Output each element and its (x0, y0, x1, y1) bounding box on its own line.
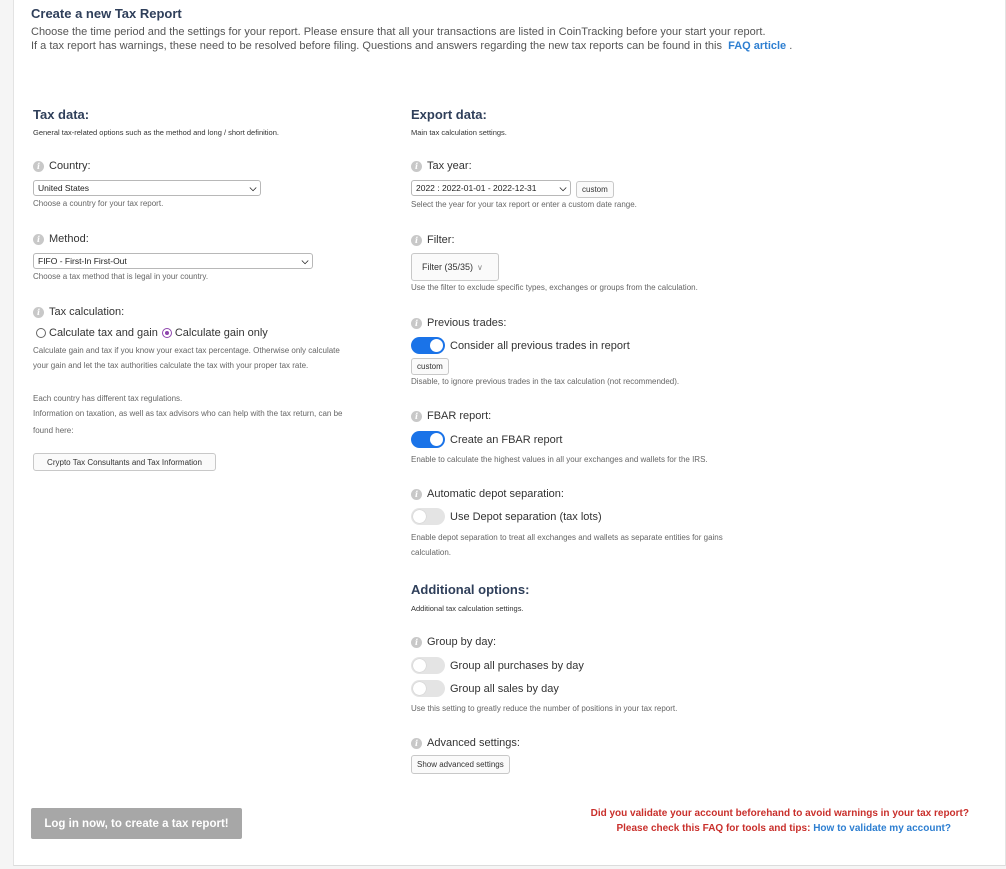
country-note-3: found here: (33, 426, 74, 435)
tax-year-label-text: Tax year: (427, 160, 472, 172)
tax-calculation-label-text: Tax calculation: (49, 306, 125, 318)
export-data-subheading: Main tax calculation settings. (411, 128, 507, 137)
tax-year-select-value: 2022 : 2022-01-01 - 2022-12-31 (416, 183, 537, 193)
filter-label-text: Filter: (427, 234, 455, 246)
faq-suffix: . (789, 40, 793, 52)
filter-button[interactable] (411, 253, 499, 281)
tax-year-custom-button[interactable]: custom (576, 181, 614, 198)
chevron-down-icon: ⌵ (559, 182, 567, 193)
info-icon[interactable]: i (411, 738, 422, 749)
chevron-down-icon: ⌵ (249, 182, 257, 193)
country-select-value: United States (38, 183, 90, 193)
tax-calculation-hint-1: Calculate gain and tax if you know your exact tax percentage. Otherwise only calculate (33, 346, 340, 355)
info-icon[interactable]: i (411, 489, 422, 500)
group-sales-toggle[interactable] (411, 680, 445, 697)
intro-line-2 (31, 40, 792, 52)
tax-calculation-hint-2: your gain and let the tax authorities calculate the tax with your proper tax rate. (33, 361, 309, 370)
country-note-1: Each country has different tax regulations. (33, 394, 183, 403)
previous-trades-toggle[interactable] (411, 337, 445, 354)
country-select[interactable] (33, 180, 261, 196)
chevron-down-icon: ∨ (477, 262, 483, 272)
filter-button-label: Filter (35/35) (422, 262, 474, 272)
depot-hint-1: Enable depot separation to treat all exchanges and wallets as separate entities for gains (411, 533, 723, 542)
group-purchases-toggle[interactable] (411, 657, 445, 674)
fbar-row (411, 431, 563, 448)
fbar-hint: Enable to calculate the highest values in all your exchanges and wallets for the IRS. (411, 455, 708, 464)
page-title: Create a new Tax Report (31, 6, 182, 21)
country-hint: Choose a country for your tax report. (33, 199, 164, 208)
depot-label (411, 488, 564, 500)
info-icon[interactable]: i (33, 161, 44, 172)
tax-report-panel (13, 0, 1006, 866)
fbar-toggle-label: Create an FBAR report (450, 433, 563, 446)
info-icon[interactable]: i (411, 637, 422, 648)
previous-trades-label (411, 317, 506, 329)
depot-label-text: Automatic depot separation: (427, 488, 564, 500)
tax-data-subheading: General tax-related options such as the method and long / short definition. (33, 128, 279, 137)
tax-year-select[interactable] (411, 180, 571, 196)
faq-article-link[interactable]: FAQ article (728, 40, 787, 52)
validation-warning-line-2 (616, 823, 951, 834)
info-icon[interactable]: i (33, 234, 44, 245)
method-label (33, 233, 89, 245)
tax-year-hint: Select the year for your tax report or enter a custom date range. (411, 200, 637, 209)
validation-warning-line-1: Did you validate your account beforehand to avoid warnings in your tax report? (590, 808, 969, 819)
method-hint: Choose a tax method that is legal in your country. (33, 272, 209, 281)
previous-trades-custom-button[interactable]: custom (411, 358, 449, 375)
depot-hint-2: calculation. (411, 548, 452, 557)
country-note-2: Information on taxation, as well as tax advisors who can help with the tax return, can be (33, 409, 343, 418)
fbar-toggle[interactable] (411, 431, 445, 448)
intro-line-1: Choose the time period and the settings for your report. Please ensure that all your transactions are listed in CoinTracking before your start your report. (31, 26, 766, 38)
radio-calculate-gain-only-label[interactable]: Calculate gain only (174, 327, 268, 339)
filter-label (411, 234, 455, 246)
method-select[interactable] (33, 253, 313, 269)
info-icon[interactable]: i (411, 161, 422, 172)
group-by-day-label-text: Group by day: (427, 636, 497, 648)
country-label (33, 160, 91, 172)
radio-calculate-gain-only[interactable] (162, 328, 172, 338)
additional-options-heading: Additional options: (411, 582, 530, 597)
group-by-day-label (411, 636, 496, 648)
country-label-text: Country: (49, 160, 91, 172)
chevron-down-icon: ⌵ (301, 255, 309, 266)
tax-calculation-options (36, 327, 268, 339)
tax-calculation-label (33, 306, 124, 318)
validate-account-link[interactable]: How to validate my account? (813, 823, 951, 834)
tax-data-heading: Tax data: (33, 107, 90, 122)
group-purchases-toggle-label: Group all purchases by day (450, 659, 584, 672)
previous-trades-label-text: Previous trades: (427, 317, 507, 329)
previous-trades-row (411, 337, 630, 354)
depot-row (411, 508, 602, 525)
additional-options-subheading: Additional tax calculation settings. (411, 604, 524, 613)
login-create-report-button[interactable]: Log in now, to create a tax report! (31, 808, 242, 839)
show-advanced-settings-button[interactable]: Show advanced settings (411, 755, 510, 774)
method-select-value: FIFO - First-In First-Out (38, 256, 127, 266)
radio-calculate-tax-and-gain[interactable] (36, 328, 46, 338)
advanced-settings-label-text: Advanced settings: (427, 737, 520, 749)
previous-trades-hint: Disable, to ignore previous trades in the tax calculation (not recommended). (411, 377, 680, 386)
info-icon[interactable]: i (33, 307, 44, 318)
method-label-text: Method: (49, 233, 89, 245)
advanced-settings-label (411, 737, 520, 749)
info-icon[interactable]: i (411, 235, 422, 246)
info-icon[interactable]: i (411, 411, 422, 422)
fbar-label-text: FBAR report: (427, 410, 492, 422)
group-sales-toggle-label: Group all sales by day (450, 682, 559, 695)
depot-toggle[interactable] (411, 508, 445, 525)
validation-warning-text: Please check this FAQ for tools and tips: (616, 823, 811, 834)
previous-trades-toggle-label: Consider all previous trades in report (450, 339, 630, 352)
filter-hint: Use the filter to exclude specific types, exchanges or groups from the calculation. (411, 283, 698, 292)
tax-year-label (411, 160, 472, 172)
depot-toggle-label: Use Depot separation (tax lots) (450, 510, 602, 523)
group-sales-row (411, 680, 559, 697)
radio-calculate-tax-and-gain-label[interactable]: Calculate tax and gain (49, 327, 158, 339)
tax-consultants-button[interactable]: Crypto Tax Consultants and Tax Information (33, 453, 216, 471)
fbar-label (411, 410, 491, 422)
export-data-heading: Export data: (411, 107, 487, 122)
intro-line-2-text: If a tax report has warnings, these need to be resolved before filing. Questions and answers regarding the new tax reports can be found in this (31, 40, 722, 52)
info-icon[interactable]: i (411, 318, 422, 329)
group-by-day-hint: Use this setting to greatly reduce the number of positions in your tax report. (411, 704, 678, 713)
group-purchases-row (411, 657, 584, 674)
